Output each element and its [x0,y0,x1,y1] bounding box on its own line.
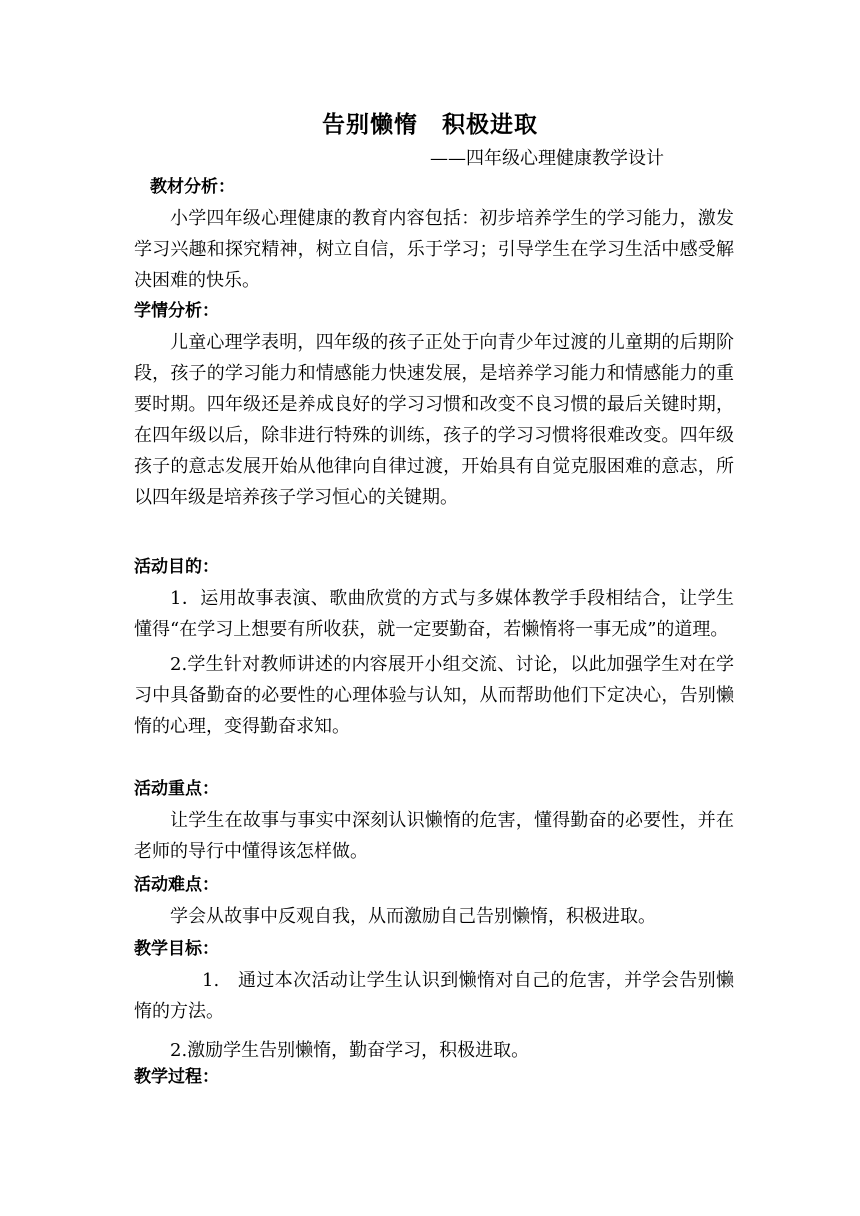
section-paragraph: 1．运用故事表演、歌曲欣赏的方式与多媒体教学手段相结合，让学生懂得“在学习上想要有所收获，就一定要勤奋，若懒惰将一事无成”的道理。 [134,588,734,640]
section-textbook-analysis [134,172,734,296]
section-paragraph: 2.学生针对教师讲述的内容展开小组交流、讨论，以此加强学生对在学习中具备勤奋的必要性的心理体验与认知，从而帮助他们下定决心，告别懒惰的心理，变得勤奋求知。 [134,654,734,737]
section-paragraph: 1. 通过本次活动让学生认识到懒惰对自己的危害，并学会告别懒惰的方法。 [134,970,734,1022]
section-teaching-goals [134,934,734,1066]
section-teaching-process [134,1062,734,1093]
section-heading: 教材分析： [150,177,235,197]
section-student-analysis [134,296,734,513]
section-paragraph: 2.激励学生告别懒惰，勤奋学习，积极进取。 [170,1040,530,1061]
section-paragraph: 学会从故事中反观自我，从而激励自己告别懒惰，积极进取。 [170,906,656,927]
section-heading: 活动目的： [134,557,219,577]
section-activity-focus [134,774,734,867]
section-activity-purpose [134,552,734,742]
document-subtitle: ——四年级心理健康教学设计 [430,148,664,169]
section-heading: 学情分析： [134,301,219,321]
section-paragraph: 儿童心理学表明，四年级的孩子正处于向青少年过渡的儿童期的后期阶段，孩子的学习能力和情感能力快速发展，是培养学习能力和情感能力的重要时期。四年级还是养成良好的学习习惯和改变不良习惯的最后关键时期，在四年级以后，除非进行特殊的训练，孩子的学习习惯将很难改变。四年级孩子的意志发展开始从他律向自律过渡，开始具有自觉克服困难的意志，所以四年级是培养孩子学习恒心的关键期。 [134,332,734,508]
section-activity-difficulty [134,870,734,932]
section-heading: 活动重点： [134,779,219,799]
section-paragraph: 让学生在故事与事实中深刻认识懒惰的危害，懂得勤奋的必要性，并在老师的导行中懂得该怎样做。 [134,810,734,862]
section-paragraph: 小学四年级心理健康的教育内容包括：初步培养学生的学习能力，激发学习兴趣和探究精神，树立自信，乐于学习；引导学生在学习生活中感受解决困难的快乐。 [134,208,734,291]
document-title: 告别懒惰 积极进取 [322,112,538,138]
section-heading: 教学目标： [134,939,219,959]
section-heading: 活动难点： [134,875,219,895]
section-heading: 教学过程： [134,1067,219,1087]
